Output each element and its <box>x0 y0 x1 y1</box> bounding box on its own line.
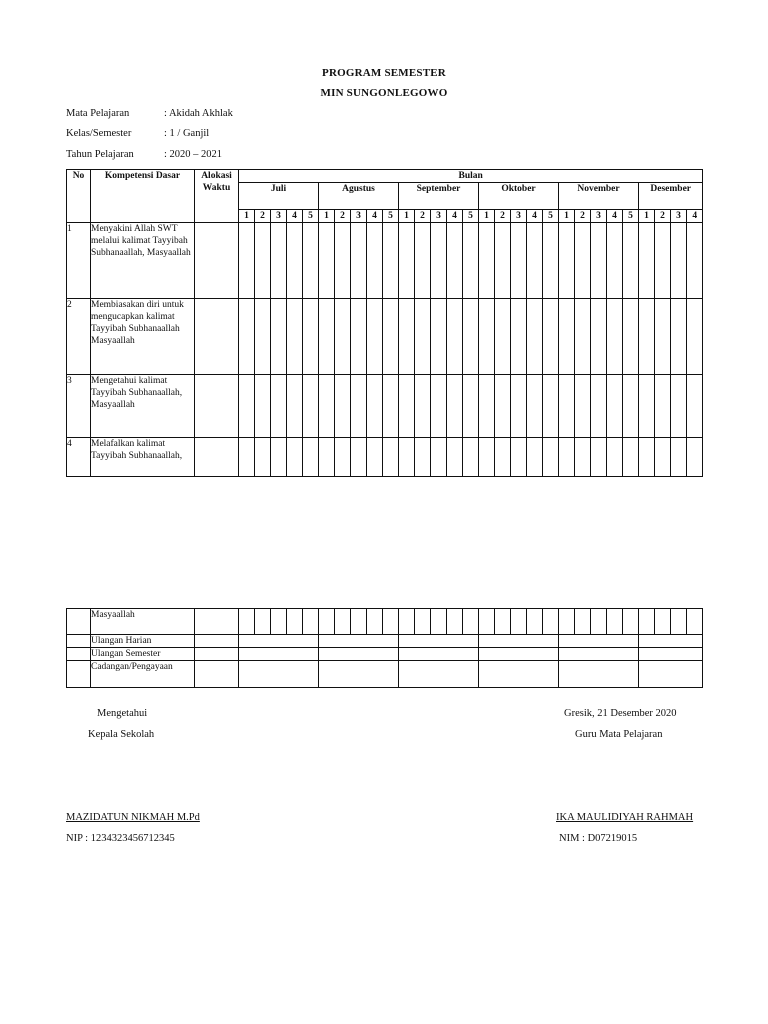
week-cell <box>335 375 351 438</box>
kd-text: Membiasakan diri untuk mengucapkan kalimat Tayyibah Subhanaallah Masyaallah <box>91 299 195 375</box>
week-cell <box>655 375 671 438</box>
week-cell <box>591 223 607 299</box>
alokasi-cell <box>195 648 239 661</box>
week-number: 4 <box>447 210 463 223</box>
week-cell <box>479 375 495 438</box>
week-cell <box>607 609 623 635</box>
week-cell <box>287 299 303 375</box>
meta-class <box>66 128 209 139</box>
alokasi-cell <box>195 609 239 635</box>
kd-text-continued: Masyaallah <box>91 609 195 635</box>
week-cell <box>319 299 335 375</box>
week-cell <box>607 223 623 299</box>
week-cell <box>239 609 255 635</box>
alokasi-cell <box>195 438 239 477</box>
week-cell <box>687 375 703 438</box>
week-cell <box>607 375 623 438</box>
week-cell <box>527 299 543 375</box>
month-cell <box>399 661 479 688</box>
week-cell <box>495 375 511 438</box>
week-cell <box>591 438 607 477</box>
week-cell <box>639 223 655 299</box>
week-cell <box>575 375 591 438</box>
week-cell <box>431 223 447 299</box>
week-cell <box>655 609 671 635</box>
week-cell <box>591 609 607 635</box>
week-cell <box>351 223 367 299</box>
week-number: 4 <box>607 210 623 223</box>
week-cell <box>447 375 463 438</box>
week-cell <box>511 438 527 477</box>
week-cell <box>559 609 575 635</box>
week-cell <box>351 375 367 438</box>
week-cell <box>559 375 575 438</box>
week-cell <box>671 223 687 299</box>
week-cell <box>383 223 399 299</box>
continuation-table <box>66 608 703 688</box>
week-cell <box>447 299 463 375</box>
program-table <box>66 169 703 477</box>
week-cell <box>687 609 703 635</box>
week-cell <box>383 375 399 438</box>
week-cell <box>367 438 383 477</box>
week-number: 4 <box>687 210 703 223</box>
week-cell <box>543 609 559 635</box>
week-cell <box>687 438 703 477</box>
month-cell <box>239 635 319 648</box>
week-cell <box>639 375 655 438</box>
week-cell <box>239 438 255 477</box>
week-cell <box>255 299 271 375</box>
week-cell <box>575 299 591 375</box>
week-cell <box>591 375 607 438</box>
header-bulan: Bulan <box>239 170 703 183</box>
assessment-label: Cadangan/Pengayaan <box>91 661 195 688</box>
week-cell <box>575 438 591 477</box>
week-cell <box>287 223 303 299</box>
week-cell <box>495 223 511 299</box>
week-number: 5 <box>623 210 639 223</box>
month-cell <box>239 661 319 688</box>
month-header: Agustus <box>319 183 399 210</box>
assessment-row <box>67 635 703 648</box>
row-number: 2 <box>67 299 91 375</box>
week-cell <box>319 375 335 438</box>
alokasi-cell <box>195 223 239 299</box>
week-cell <box>255 223 271 299</box>
month-header: Desember <box>639 183 703 210</box>
week-number: 5 <box>383 210 399 223</box>
week-cell <box>303 375 319 438</box>
week-cell <box>319 223 335 299</box>
week-cell <box>271 223 287 299</box>
week-cell <box>607 438 623 477</box>
week-cell <box>623 223 639 299</box>
assessment-row <box>67 648 703 661</box>
week-number: 3 <box>351 210 367 223</box>
week-number: 2 <box>495 210 511 223</box>
week-cell <box>303 223 319 299</box>
week-number: 3 <box>671 210 687 223</box>
kd-row <box>67 223 703 299</box>
kd-row <box>67 375 703 438</box>
meta-subject-value: : Akidah Akhlak <box>164 108 233 119</box>
week-cell <box>239 299 255 375</box>
month-cell <box>559 661 639 688</box>
week-cell <box>639 438 655 477</box>
month-header: September <box>399 183 479 210</box>
month-cell <box>559 635 639 648</box>
week-cell <box>255 438 271 477</box>
principal-nip: NIP : 1234323456712345 <box>66 833 175 844</box>
meta-year-label: Tahun Pelajaran <box>66 149 134 160</box>
week-number: 5 <box>543 210 559 223</box>
week-cell <box>399 223 415 299</box>
week-cell <box>367 375 383 438</box>
teacher-nim: NIM : D07219015 <box>559 833 638 844</box>
week-cell <box>239 375 255 438</box>
week-cell <box>383 609 399 635</box>
header-no: No <box>67 170 91 223</box>
week-cell <box>319 438 335 477</box>
week-cell <box>623 375 639 438</box>
month-cell <box>399 648 479 661</box>
week-cell <box>527 223 543 299</box>
week-cell <box>527 438 543 477</box>
week-cell <box>623 299 639 375</box>
week-cell <box>319 609 335 635</box>
week-cell <box>559 223 575 299</box>
week-cell <box>399 299 415 375</box>
week-cell <box>639 609 655 635</box>
week-cell <box>335 223 351 299</box>
week-cell <box>383 438 399 477</box>
week-cell <box>479 438 495 477</box>
week-cell <box>511 375 527 438</box>
week-cell <box>447 609 463 635</box>
week-cell <box>367 609 383 635</box>
sign-date: Gresik, 21 Desember 2020 <box>564 708 677 719</box>
month-cell <box>639 661 703 688</box>
week-cell <box>367 299 383 375</box>
week-cell <box>671 299 687 375</box>
month-header: Juli <box>239 183 319 210</box>
week-cell <box>239 223 255 299</box>
month-cell <box>479 648 559 661</box>
week-number: 5 <box>303 210 319 223</box>
week-cell <box>303 438 319 477</box>
month-cell <box>639 648 703 661</box>
alokasi-cell <box>195 635 239 648</box>
week-cell <box>655 299 671 375</box>
week-cell <box>415 609 431 635</box>
alokasi-cell <box>195 375 239 438</box>
week-number: 1 <box>559 210 575 223</box>
week-cell <box>415 375 431 438</box>
month-cell <box>239 648 319 661</box>
week-cell <box>511 223 527 299</box>
week-cell <box>559 299 575 375</box>
week-cell <box>479 223 495 299</box>
week-cell <box>671 609 687 635</box>
week-cell <box>479 609 495 635</box>
meta-year <box>66 149 222 160</box>
assessment-label: Ulangan Semester <box>91 648 195 661</box>
month-header: Oktober <box>479 183 559 210</box>
month-cell <box>319 661 399 688</box>
month-cell <box>319 635 399 648</box>
assessment-row <box>67 661 703 688</box>
cont-no-cell <box>67 609 91 635</box>
week-cell <box>479 299 495 375</box>
week-cell <box>415 299 431 375</box>
week-cell <box>543 299 559 375</box>
week-cell <box>335 438 351 477</box>
week-cell <box>511 299 527 375</box>
week-cell <box>575 609 591 635</box>
week-number: 2 <box>335 210 351 223</box>
month-cell <box>479 635 559 648</box>
week-number: 1 <box>639 210 655 223</box>
month-cell <box>639 635 703 648</box>
week-number: 1 <box>479 210 495 223</box>
month-cell <box>399 635 479 648</box>
week-cell <box>303 609 319 635</box>
teacher-title: Guru Mata Pelajaran <box>575 729 663 740</box>
week-cell <box>447 223 463 299</box>
week-cell <box>511 609 527 635</box>
row-number: 4 <box>67 438 91 477</box>
principal-title: Kepala Sekolah <box>88 729 155 740</box>
week-number: 3 <box>271 210 287 223</box>
kd-row <box>67 438 703 477</box>
week-cell <box>367 223 383 299</box>
week-cell <box>255 609 271 635</box>
header-kd: Kompetensi Dasar <box>91 170 195 223</box>
kd-row <box>67 299 703 375</box>
week-cell <box>431 375 447 438</box>
kd-text: Mengetahui kalimat Tayyibah Subhanaallah, Masyaallah <box>91 375 195 438</box>
week-cell <box>463 223 479 299</box>
week-cell <box>495 299 511 375</box>
week-cell <box>399 609 415 635</box>
week-cell <box>335 299 351 375</box>
week-number: 2 <box>655 210 671 223</box>
kd-text: Melafalkan kalimat Tayyibah Subhanaallah, <box>91 438 195 477</box>
week-cell <box>463 375 479 438</box>
week-cell <box>399 438 415 477</box>
week-cell <box>495 438 511 477</box>
meta-subject-label: Mata Pelajaran <box>66 108 130 119</box>
week-cell <box>639 299 655 375</box>
week-cell <box>559 438 575 477</box>
week-cell <box>431 609 447 635</box>
month-header: November <box>559 183 639 210</box>
week-number: 3 <box>511 210 527 223</box>
week-cell <box>383 299 399 375</box>
month-cell <box>319 648 399 661</box>
week-number: 3 <box>431 210 447 223</box>
week-cell <box>543 223 559 299</box>
week-cell <box>351 609 367 635</box>
week-cell <box>623 609 639 635</box>
week-cell <box>527 375 543 438</box>
week-cell <box>575 223 591 299</box>
week-cell <box>271 438 287 477</box>
row-number: 1 <box>67 223 91 299</box>
week-cell <box>543 438 559 477</box>
week-number: 1 <box>399 210 415 223</box>
week-number: 5 <box>463 210 479 223</box>
week-cell <box>543 375 559 438</box>
week-cell <box>271 299 287 375</box>
week-cell <box>687 299 703 375</box>
week-cell <box>655 223 671 299</box>
month-cell <box>559 648 639 661</box>
week-number: 1 <box>319 210 335 223</box>
week-cell <box>623 438 639 477</box>
week-cell <box>527 609 543 635</box>
week-cell <box>415 438 431 477</box>
week-cell <box>431 438 447 477</box>
week-cell <box>463 299 479 375</box>
week-cell <box>271 609 287 635</box>
assessment-label: Ulangan Harian <box>91 635 195 648</box>
week-number: 2 <box>575 210 591 223</box>
week-cell <box>303 299 319 375</box>
week-cell <box>655 438 671 477</box>
week-number: 2 <box>255 210 271 223</box>
week-number: 4 <box>367 210 383 223</box>
principal-name: MAZIDATUN NIKMAH M.Pd <box>66 812 200 823</box>
left-sign-label: Mengetahui <box>97 708 148 719</box>
week-cell <box>271 375 287 438</box>
week-cell <box>399 375 415 438</box>
row-number: 3 <box>67 375 91 438</box>
meta-class-label: Kelas/Semester <box>66 128 132 139</box>
week-cell <box>287 438 303 477</box>
document-title: PROGRAM SEMESTER <box>322 67 446 79</box>
week-number: 3 <box>591 210 607 223</box>
week-cell <box>447 438 463 477</box>
week-cell <box>463 609 479 635</box>
teacher-name: IKA MAULIDIYAH RAHMAH <box>556 812 694 823</box>
no-cell <box>67 635 91 648</box>
week-cell <box>591 299 607 375</box>
week-cell <box>415 223 431 299</box>
week-cell <box>687 223 703 299</box>
week-cell <box>431 299 447 375</box>
header-alokasi: Alokasi Waktu <box>195 170 239 223</box>
week-cell <box>495 609 511 635</box>
week-cell <box>351 299 367 375</box>
week-cell <box>671 375 687 438</box>
alokasi-cell <box>195 661 239 688</box>
no-cell <box>67 648 91 661</box>
month-cell <box>479 661 559 688</box>
meta-subject <box>66 108 233 119</box>
week-number: 1 <box>239 210 255 223</box>
week-cell <box>351 438 367 477</box>
week-cell <box>463 438 479 477</box>
week-cell <box>671 438 687 477</box>
school-name: MIN SUNGONLEGOWO <box>320 87 448 99</box>
week-number: 2 <box>415 210 431 223</box>
week-cell <box>607 299 623 375</box>
week-cell <box>335 609 351 635</box>
meta-class-value: : 1 / Ganjil <box>164 128 210 139</box>
kd-text: Menyakini Allah SWT melalui kalimat Tayyibah Subhanaallah, Masyaallah <box>91 223 195 299</box>
week-cell <box>287 609 303 635</box>
alokasi-cell <box>195 299 239 375</box>
week-cell <box>287 375 303 438</box>
week-number: 4 <box>527 210 543 223</box>
week-cell <box>255 375 271 438</box>
no-cell <box>67 661 91 688</box>
meta-year-value: : 2020 – 2021 <box>164 149 223 160</box>
week-number: 4 <box>287 210 303 223</box>
